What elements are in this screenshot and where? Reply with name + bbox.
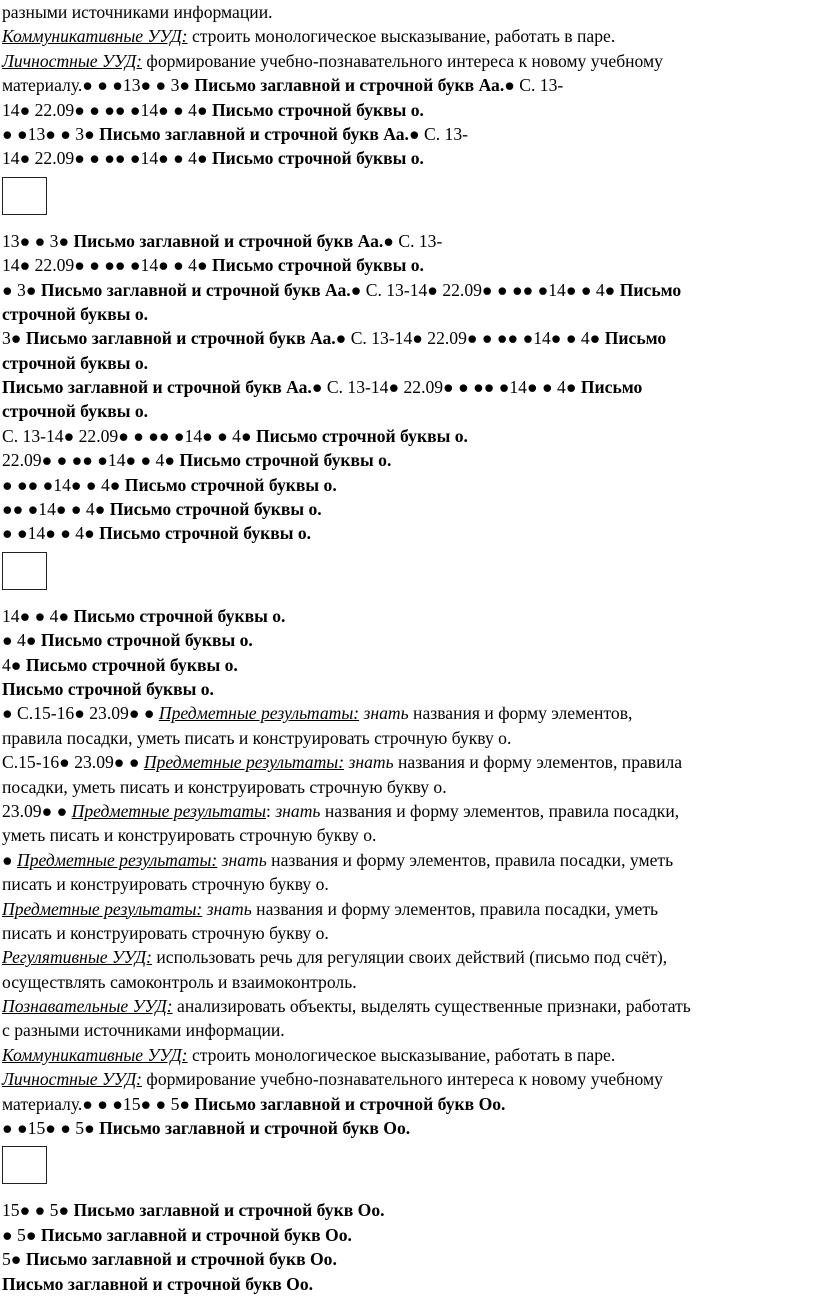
lesson-topic: Письмо заглавной и строчной букв Аа.● [25,328,347,349]
text-line [2,424,814,448]
emphasis-text: знать [221,849,267,870]
text-line [2,604,814,628]
text-line [2,1067,814,1091]
lesson-topic: Письмо заглавной и строчной букв Оо. [194,1093,506,1114]
text-run: С.15-16● 23.09● ● [2,752,144,773]
text-run: названия и форму элементов, [408,703,633,724]
section-label: Коммуникативные УУД: [2,1044,188,1065]
text-line [2,775,814,799]
text-run: ● 5● [2,1224,41,1245]
text-run: С. 13- [419,123,468,144]
lesson-topic: Письмо заглавной и строчной букв Аа.● [2,377,323,398]
lesson-topic: Письмо строчной буквы о. [40,630,253,651]
lesson-topic: строчной буквы о. [2,401,149,422]
text-run: ● ●13● ● 3● [2,123,100,144]
text-line [2,229,814,253]
text-run: разными источниками информации. [2,2,273,22]
text-run: материалу.● ● ●15● ● 5● [2,1093,195,1114]
text-line [2,399,814,423]
text-line [2,1092,814,1116]
text-run: ● [2,849,18,870]
text-run: ● ●15● ● 5● [2,1118,100,1139]
text-run: материалу.● ● ●13● ● 3● [2,75,195,96]
empty-box [2,552,47,590]
lesson-topic: Письмо строчной буквы о. [212,99,424,120]
text-run: формирование учебно-познавательного интереса к новому учебному [142,1069,663,1090]
lesson-topic: Письмо заглавной и строчной букв Аа.● [73,230,394,251]
text-line [2,49,814,73]
text-line [2,872,814,896]
lesson-topic: Письмо заглавной и строчной букв Аа.● [194,75,515,96]
text-run: названия и форму элементов, правила посадки, уметь [266,849,674,870]
lesson-topic: Письмо строчной буквы о. [73,605,286,626]
text-run: 15● ● 5● [2,1200,74,1221]
text-run: ● С.15-16● 23.09● ● [2,703,159,724]
lesson-topic: Письмо заглавной и строчной букв Оо. [73,1200,385,1221]
text-line [2,521,814,545]
text-line [2,823,814,847]
text-line [2,750,814,774]
lesson-topic: Письмо [619,279,682,300]
text-line [2,1018,814,1042]
lesson-topic: Письмо [604,328,667,349]
text-line [2,351,814,375]
text-run: С. 13-14● 22.09● ● ●● ●14● ● 4● [361,279,620,300]
text-run: ● ●● ●14● ● 4● [2,474,125,495]
text-line [2,1198,814,1222]
text-line [2,994,814,1018]
text-line [2,73,814,97]
emphasis-text: знать [206,898,252,919]
lesson-topic: Письмо заглавной и строчной букв Аа.● [40,279,362,300]
text-line [2,146,814,170]
text-run: С. 13- [393,230,443,251]
text-run: писать и конструировать строчную букву о. [2,922,329,943]
lesson-topic: Письмо строчной буквы о. [2,678,214,699]
lesson-topic: Письмо строчной буквы о. [124,474,337,495]
lesson-topic: Письмо заглавной и строчной букв Оо. [40,1224,352,1245]
text-run: 23.09● ● [2,800,72,821]
text-run: 5● [2,1249,26,1270]
text-run: С. 13-14● 22.09● ● ●● ●14● ● 4● [346,328,605,349]
text-line [2,375,814,399]
section-label: Предметные результаты [71,800,267,821]
lesson-topic: строчной буквы о. [2,303,149,324]
text-run: названия и форму элементов, правила посадки, [320,800,680,821]
text-run: 14● 22.09● ● ●● ●14● ● 4● [2,255,212,276]
text-line [2,945,814,969]
text-line [2,497,814,521]
lesson-topic: Письмо строчной буквы о. [255,425,468,446]
text-run: анализировать объекты, выделять существенные признаки, работать [172,996,691,1017]
lesson-topic: Письмо строчной буквы о. [212,148,424,169]
text-line [2,799,814,823]
lesson-topic: Письмо строчной буквы о. [109,499,322,520]
text-run: 14● 22.09● ● ●● ●14● ● 4● [2,148,212,169]
lesson-topic: Письмо заглавной и строчной букв Аа.● [99,123,420,144]
section-label: Предметные результаты: [2,898,203,919]
text-run: осуществлять самоконтроль и взаимоконтроль. [2,971,357,992]
text-run: ● 3● [2,279,41,300]
text-run: 13● ● 3● [2,230,74,251]
lesson-topic: Письмо заглавной и строчной букв Оо. [25,1249,337,1270]
lesson-topic: Письмо строчной буквы о. [212,255,424,276]
section-label: Предметные результаты: [17,849,218,870]
text-line [2,473,814,497]
text-run: 14● 22.09● ● ●● ●14● ● 4● [2,99,212,120]
text-line [2,0,814,24]
text-line [2,278,814,302]
text-run: использовать речь для регуляции своих действий (письмо под счёт), [151,947,668,968]
text-run: С. 13-14● 22.09● ● ●● ●14● ● 4● [2,425,256,446]
text-run: С. 13- [514,75,564,96]
text-line [2,24,814,48]
text-line [2,1247,814,1271]
lesson-topic: Письмо строчной буквы о. [25,654,238,675]
text-line [2,628,814,652]
section-label: Личностные УУД: [2,1069,143,1090]
text-run: правила посадки, уметь писать и конструировать строчную букву о. [2,727,512,748]
text-line [2,1043,814,1067]
section-label: Предметные результаты: [143,752,345,773]
text-line [2,122,814,146]
text-line [2,848,814,872]
section-label: Предметные результаты: [158,703,360,724]
section-label: Регулятивные УУД: [2,947,152,968]
document-page [2,0,814,1296]
text-run: ●● ●14● ● 4● [2,499,110,520]
text-line [2,726,814,750]
text-line [2,253,814,277]
text-run: с разными источниками информации. [2,1020,285,1041]
text-line [2,921,814,945]
lesson-topic: Письмо [580,377,643,398]
section-label: Личностные УУД: [2,50,143,71]
text-line [2,1223,814,1247]
section-label: Коммуникативные УУД: [2,26,188,47]
text-run: 3● [2,328,26,349]
text-run: ● ●14● ● 4● [2,523,100,544]
text-run: уметь писать и конструировать строчную букву о. [2,825,377,846]
text-line [2,448,814,472]
text-line [2,970,814,994]
text-run: формирование учебно-познавательного интереса к новому учебному [142,50,663,71]
text-run: названия и форму элементов, правила посадки, уметь [251,898,659,919]
text-line [2,1272,814,1296]
emphasis-text: знать [363,703,409,724]
text-line [2,326,814,350]
empty-box [2,1146,47,1184]
text-run: : [266,800,276,821]
text-line [2,1116,814,1140]
text-run: строить монологическое высказывание, работать в паре. [187,1044,616,1065]
lesson-topic: Письмо строчной буквы о. [99,523,312,544]
lesson-topic: Письмо строчной буквы о. [179,450,392,471]
text-run: 22.09● ● ●● ●14● ● 4● [2,450,180,471]
text-run: С. 13-14● 22.09● ● ●● ●14● ● 4● [322,377,581,398]
section-label: Познавательные УУД: [2,996,173,1017]
text-line [2,302,814,326]
lesson-topic: строчной буквы о. [2,352,149,373]
text-run: 14● ● 4● [2,605,74,626]
text-run: названия и форму элементов, правила [393,752,683,773]
text-run: ● 4● [2,630,41,651]
lesson-topic: Письмо заглавной и строчной букв Оо. [2,1273,314,1294]
lesson-topic: Письмо заглавной и строчной букв Оо. [99,1118,411,1139]
emphasis-text: знать [348,752,394,773]
empty-box [2,177,47,215]
text-run: писать и конструировать строчную букву о. [2,874,329,895]
text-run: посадки, уметь писать и конструировать строчную букву о. [2,776,447,797]
text-run: строить монологическое высказывание, работать в паре. [187,26,616,47]
text-line [2,98,814,122]
text-line [2,701,814,725]
text-line [2,897,814,921]
text-line [2,653,814,677]
emphasis-text: знать [275,800,321,821]
text-line [2,677,814,701]
text-run: 4● [2,654,26,675]
